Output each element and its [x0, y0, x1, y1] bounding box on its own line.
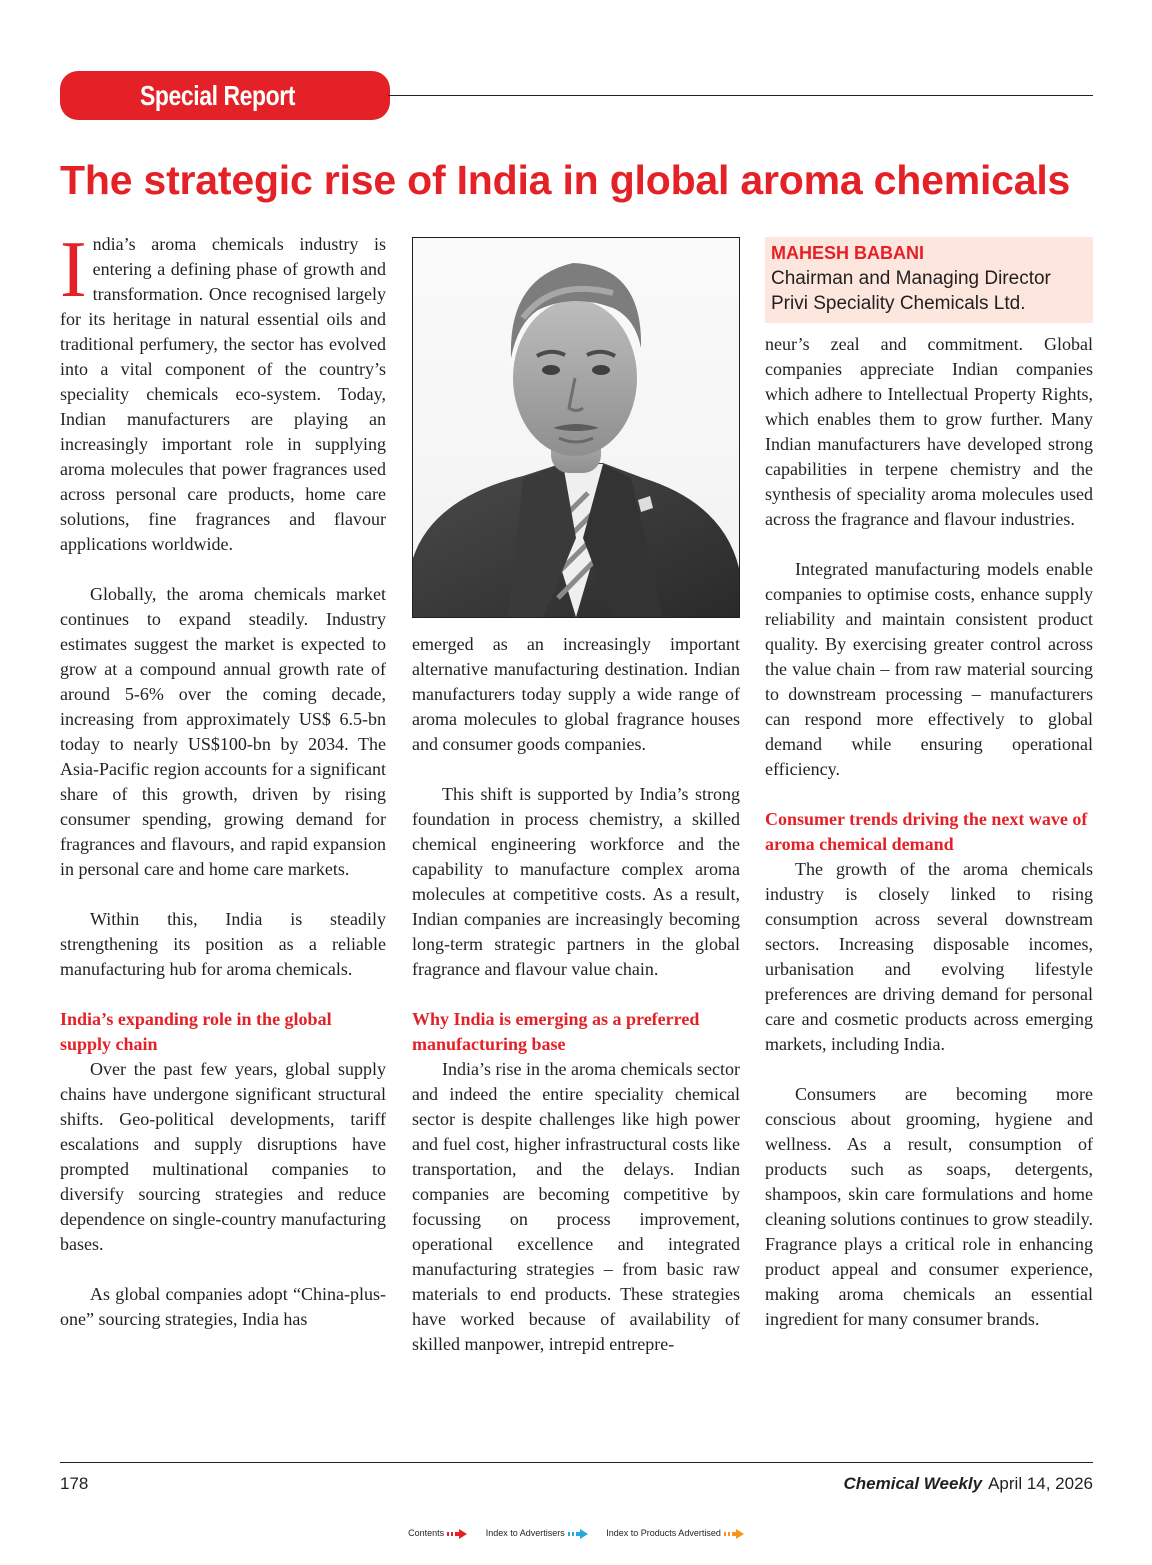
- nav-advertisers-label: Index to Advertisers: [485, 1528, 565, 1538]
- author-role: Chairman and Managing Director: [771, 268, 1051, 289]
- nav-bar: [0, 1526, 1152, 1540]
- paragraph-process-chemistry: This shift is supported by India’s strong foundation in process chemistry, a skilled chemical engineering workforce and the capability to manufacture complex aroma molecules at competitive costs. As a result, Indian companies are increasingly becoming long-term strategic partners in the global fragrance and flavour value chain.: [412, 784, 740, 979]
- portrait-illustration: [413, 238, 739, 617]
- paragraph-china-plus-one: As global companies adopt “China-plus-one” sourcing strategies, India has: [60, 1284, 386, 1329]
- intro-text: ndia’s aroma chemicals industry is entering a defining phase of growth and transformation. Once recognised largely for its heritage in natural essential oils and traditional perfumery, the sector has evolved into a vital component of the country’s speciality chemicals eco-system. Today, Indian manufacturers are playing an increasingly important role in supplying aroma molecules that power fragrances used across personal care products, home care solutions, fine fragrances and flavour applications worldwide.: [60, 234, 386, 554]
- article-column-1: [60, 226, 386, 1332]
- issue-date: April 14, 2026: [988, 1474, 1093, 1493]
- article-column-2: [412, 632, 740, 1357]
- nav-contents-label: Contents: [408, 1528, 445, 1538]
- subheading-why-india: Why India is emerging as a preferred manufacturing base: [412, 1009, 700, 1054]
- author-byline: [765, 237, 1093, 323]
- paragraph-market: Globally, the aroma chemicals market continues to expand steadily. Industry estimates suggest the market is expected to grow at a compound annual growth rate of around 5-6% over the coming decade, increasing from approximately US$ 6.5-bn today to nearly US$100-bn by 2034. The Asia-Pacific region accounts for a significant share of this growth, driven by rising consumer spending, growing demand for fragrances and flavours, and rapid expansion in personal care and home care markets.: [60, 584, 386, 879]
- magazine-name: Chemical Weekly: [843, 1474, 983, 1493]
- author-company: Privi Speciality Chemicals Ltd.: [771, 293, 1026, 314]
- paragraph-integrated-models: Integrated manufacturing models enable companies to optimise costs, enhance supply reliability and maintain consistent product quality. By exercising greater control across the value chain – from raw material sourcing to downstream processing – manufacturers can respond more effectively to global demand while ensuring operational efficiency.: [765, 559, 1093, 779]
- paragraph-india-hub: Within this, India is steadily strengthening its position as a reliable manufacturing hub for aroma chemicals.: [60, 909, 386, 979]
- red-arrow-icon: [447, 1529, 467, 1539]
- author-name: MAHESH BABANI: [771, 243, 924, 263]
- paragraph-consumption-growth: The growth of the aroma chemicals industry is closely linked to rising consumption across several downstream sectors. Increasing disposable incomes, urbanisation and evolving lifestyle preferences are driving demand for personal care and cosmetic products across emerging markets, including India.: [765, 859, 1093, 1054]
- author-portrait: [412, 237, 740, 618]
- orange-arrow-icon: [724, 1529, 744, 1539]
- paragraph-india-rise-cont: neur’s zeal and commitment. Global companies appreciate Indian companies which adhere to Intellectual Property Rights, which enables them to grow further. Many Indian manufacturers have developed strong capabilities in terpene chemistry and the synthesis of speciality aroma molecules used across the fragrance and flavour industries.: [765, 334, 1093, 529]
- page-number: 178: [60, 1474, 89, 1493]
- paragraph-china-plus-one-cont: emerged as an increasingly important alternative manufacturing destination. Indian manufacturers today supply a wide range of aroma molecules to global fragrance houses and consumer goods companies.: [412, 634, 740, 754]
- paragraph-india-rise: India’s rise in the aroma chemicals sector and indeed the entire speciality chemical sector is despite challenges like high power and fuel cost, higher infrastructural costs like transportation, and the delays. Indian companies are becoming competitive by focussing on process improvement, operational excellence and integrated manufacturing strategies – from basic raw materials to end products. These strategies have worked because of availability of skilled manpower, intrepid entrepre-: [412, 1059, 740, 1354]
- footer-rule: [60, 1462, 1093, 1463]
- footer-masthead: [844, 1473, 1094, 1495]
- nav-products-label: Index to Products Advertised: [606, 1528, 721, 1538]
- subheading-supply-chain: India’s expanding role in the global supply chain: [60, 1009, 332, 1054]
- article-column-3: [765, 332, 1093, 1332]
- drop-cap: I: [60, 226, 87, 314]
- paragraph-supply-shifts: Over the past few years, global supply chains have undergone significant structural shifts. Geo-political developments, tariff escalations and supply disruptions have prompted multinational companies to diversify sourcing strategies and reduce dependence on single-country manufacturing bases.: [60, 1059, 386, 1254]
- article-title: The strategic rise of India in global aroma chemicals: [60, 157, 1071, 203]
- blue-arrow-icon: [568, 1529, 588, 1539]
- subheading-consumer-trends: Consumer trends driving the next wave of aroma chemical demand: [765, 809, 1088, 854]
- intro-paragraph: [60, 226, 386, 557]
- header-rule: [388, 95, 1093, 96]
- nav-products-link[interactable]: [606, 1526, 744, 1540]
- paragraph-grooming: Consumers are becoming more conscious about grooming, hygiene and wellness. As a result, consumption of products such as soaps, detergents, shampoos, skin care formulations and home cleaning solutions continues to grow steadily. Fragrance plays a critical role in enhancing product appeal and consumer experience, making aroma chemicals an essential ingredient for many consumer brands.: [765, 1084, 1093, 1329]
- section-tag-label: Special Report: [140, 80, 296, 111]
- nav-contents-link[interactable]: [408, 1526, 467, 1540]
- section-tag: [60, 71, 390, 120]
- nav-advertisers-link[interactable]: [486, 1526, 588, 1540]
